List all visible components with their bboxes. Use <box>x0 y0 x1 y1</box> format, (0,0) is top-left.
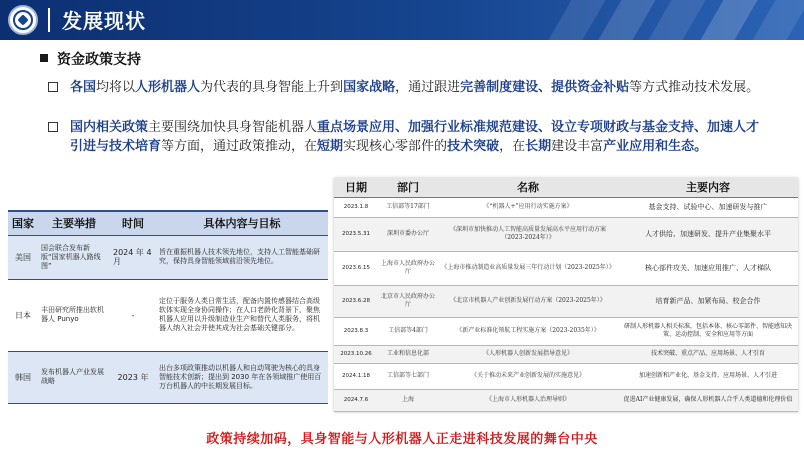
time-cell: 2023 年 <box>110 351 156 403</box>
bullet-point-2 <box>48 118 768 156</box>
highlighted-text: 技术突破 <box>447 139 500 154</box>
domestic-policy-table <box>334 178 798 412</box>
highlighted-text: 人形机器人 <box>135 80 201 95</box>
header-decoration <box>643 0 712 40</box>
column-header: 部门 <box>378 178 438 197</box>
main-content-cell: 研制人形机器人相关标准，包括本体、核心零部件、智能感知决策、运动控制、安全和应用等方面 <box>618 317 798 345</box>
checkbox-bullet-icon <box>48 122 58 132</box>
department-cell: 工业和信息化部 <box>378 345 438 363</box>
main-content-cell: 促进AI产业健康发展，确保人形机器人合乎人类道德和伦理价值 <box>618 389 798 411</box>
date-cell: 2023.6.15 <box>334 251 378 285</box>
bullet-text <box>70 118 768 156</box>
header-decoration <box>695 0 764 40</box>
column-header: 国家 <box>8 211 38 235</box>
table-row <box>334 217 798 251</box>
table-row <box>334 345 798 363</box>
column-header: 时间 <box>110 211 156 235</box>
column-header: 名称 <box>438 178 618 197</box>
date-cell: 2023.10.26 <box>334 345 378 363</box>
policy-name-cell: 《北京市机器人产业创新发展行动方案（2023-2025年）》 <box>438 285 618 317</box>
highlighted-text: 短期 <box>317 139 344 154</box>
body-text: 均将以 <box>96 80 136 95</box>
country-cell: 美国 <box>8 235 38 279</box>
content-cell: 出台多项政策推动以机器人和自动驾驶为核心的具身智能技术创新；提出到 2030 年在各领域推广使用百万台机器人的中长期发展目标。 <box>156 351 328 403</box>
content-cell: 定位于服务人类日常生活，配备内置传感器结合高级软体实现全身协同操作；在人口老龄化背景下，聚焦机器人应用以升级制造业生产和替代人类服务，将机器人纳入社会并使其成为社会基础关键部分。 <box>156 279 328 351</box>
department-cell: 工信部等4部门 <box>378 317 438 345</box>
highlighted-text: 完善制度建设、提供资金补贴 <box>460 80 630 95</box>
date-cell: 2024.1.18 <box>334 363 378 389</box>
header-decoration <box>747 0 804 40</box>
date-cell: 2023.8.3 <box>334 317 378 345</box>
table-row <box>334 363 798 389</box>
date-cell: 2023.6.28 <box>334 285 378 317</box>
header-bar <box>0 0 804 40</box>
column-header: 日期 <box>334 178 378 197</box>
body-text: 主要围绕加快具身智能机器人 <box>148 120 318 135</box>
table-header-row <box>8 211 328 235</box>
country-cell: 韩国 <box>8 351 38 403</box>
main-content-cell: 技术突破、重点产品、应用场景、人才引育 <box>618 345 798 363</box>
main-content-cell: 人才供给、加速研发、提升产业集聚水平 <box>618 217 798 251</box>
body-text: 为代表的具身智能上升到 <box>200 80 344 95</box>
highlighted-text: 重点场景应用、加强行业标准规范建设、设立专项财政与基金支持、加速人才引进与技术培育 <box>70 120 760 154</box>
table-row <box>334 197 798 217</box>
column-header: 主要内容 <box>618 178 798 197</box>
main-content-cell: 培育新产品、加紧布局、校企合作 <box>618 285 798 317</box>
body-text: 建设丰富 <box>551 139 604 154</box>
header-divider <box>48 8 50 32</box>
highlighted-text: 各国 <box>70 80 97 95</box>
main-content-cell: 基金支持、试验中心、加速研发与推广 <box>618 197 798 217</box>
department-cell: 工信部等七部门 <box>378 363 438 389</box>
body-text: 等方式推动技术发展。 <box>629 80 760 95</box>
body-text: ，在 <box>499 139 526 154</box>
column-header: 主要举措 <box>38 211 110 235</box>
department-cell: 工信部等17部门 <box>378 197 438 217</box>
policy-name-cell: 《关于推动未来产业创新发展的实施意见》 <box>438 363 618 389</box>
main-content-cell: 核心部件攻关、加速应用推广、人才梯队 <box>618 251 798 285</box>
table-row <box>8 279 328 351</box>
table-row <box>334 251 798 285</box>
date-cell: 2024.7.6 <box>334 389 378 411</box>
section-heading <box>40 49 141 69</box>
conclusion-banner: 政策持续加码，具身智能与人形机器人正走进科技发展的舞台中央 <box>206 432 598 447</box>
policy-name-cell: 《上海市人形机器人治理导则》 <box>438 389 618 411</box>
highlighted-text: 产业应用和生态。 <box>603 139 708 154</box>
international-policy-table <box>8 210 328 404</box>
department-cell: 深圳市委办公厅 <box>378 217 438 251</box>
body-text: 等方面，通过政策推动，在 <box>161 139 318 154</box>
bullet-text <box>70 78 768 97</box>
highlighted-text: 长期 <box>525 139 552 154</box>
policy-name-cell: 《“机器人+”应用行动实施方案》 <box>438 197 618 217</box>
table-row <box>8 235 328 279</box>
time-cell: 2024 年 4 月 <box>110 235 156 279</box>
body-text: 实现核心零部件的 <box>343 139 448 154</box>
body-text: ，通过跟进 <box>395 80 461 95</box>
table-row <box>334 389 798 411</box>
policy-name-cell: 《新产业标准化领航工程实施方案（2023-2035年）》 <box>438 317 618 345</box>
table-row <box>334 317 798 345</box>
measure-cell: 发布机器人产业发展战略 <box>38 351 110 403</box>
date-cell: 2023.5.31 <box>334 217 378 251</box>
department-cell: 北京市人民政府办公厅 <box>378 285 438 317</box>
time-cell: - <box>110 279 156 351</box>
highlighted-text: 国内相关政策 <box>70 120 149 135</box>
content-cell: 旨在重振机器人技术领先地位，支持人工智能基础研究，保持具身智能领域前沿领先地位。 <box>156 235 328 279</box>
section-title: 资金政策支持 <box>57 52 141 68</box>
highlighted-text: 国家战略 <box>343 80 396 95</box>
bullet-point-1 <box>48 78 768 97</box>
checkbox-bullet-icon <box>48 82 58 92</box>
department-cell: 上海 <box>378 389 438 411</box>
page-title: 发展现状 <box>62 9 146 33</box>
emblem-logo-icon <box>8 5 38 35</box>
column-header: 具体内容与目标 <box>156 211 328 235</box>
country-cell: 日本 <box>8 279 38 351</box>
department-cell: 上海市人民政府办公厅 <box>378 251 438 285</box>
policy-name-cell: 《深圳市加快推动人工智能高质量发展高水平应用行动方案（2023-2024年）》 <box>438 217 618 251</box>
measure-cell: 丰田研究所推出软机器人 Punyo <box>38 279 110 351</box>
table-header-row <box>334 178 798 197</box>
table-row <box>334 285 798 317</box>
date-cell: 2023.1.8 <box>334 197 378 217</box>
square-bullet-icon <box>40 54 48 62</box>
policy-name-cell: 《上海市推动制造业高质量发展三年行动计划（2023-2025年）》 <box>438 251 618 285</box>
measure-cell: 国会联合发布新版“国家机器人路线图” <box>38 235 110 279</box>
table-row <box>8 351 328 403</box>
main-content-cell: 加速创新和产业化、基金支持、应用场景、人才引进 <box>618 363 798 389</box>
policy-name-cell: 《人形机器人创新发展指导意见》 <box>438 345 618 363</box>
